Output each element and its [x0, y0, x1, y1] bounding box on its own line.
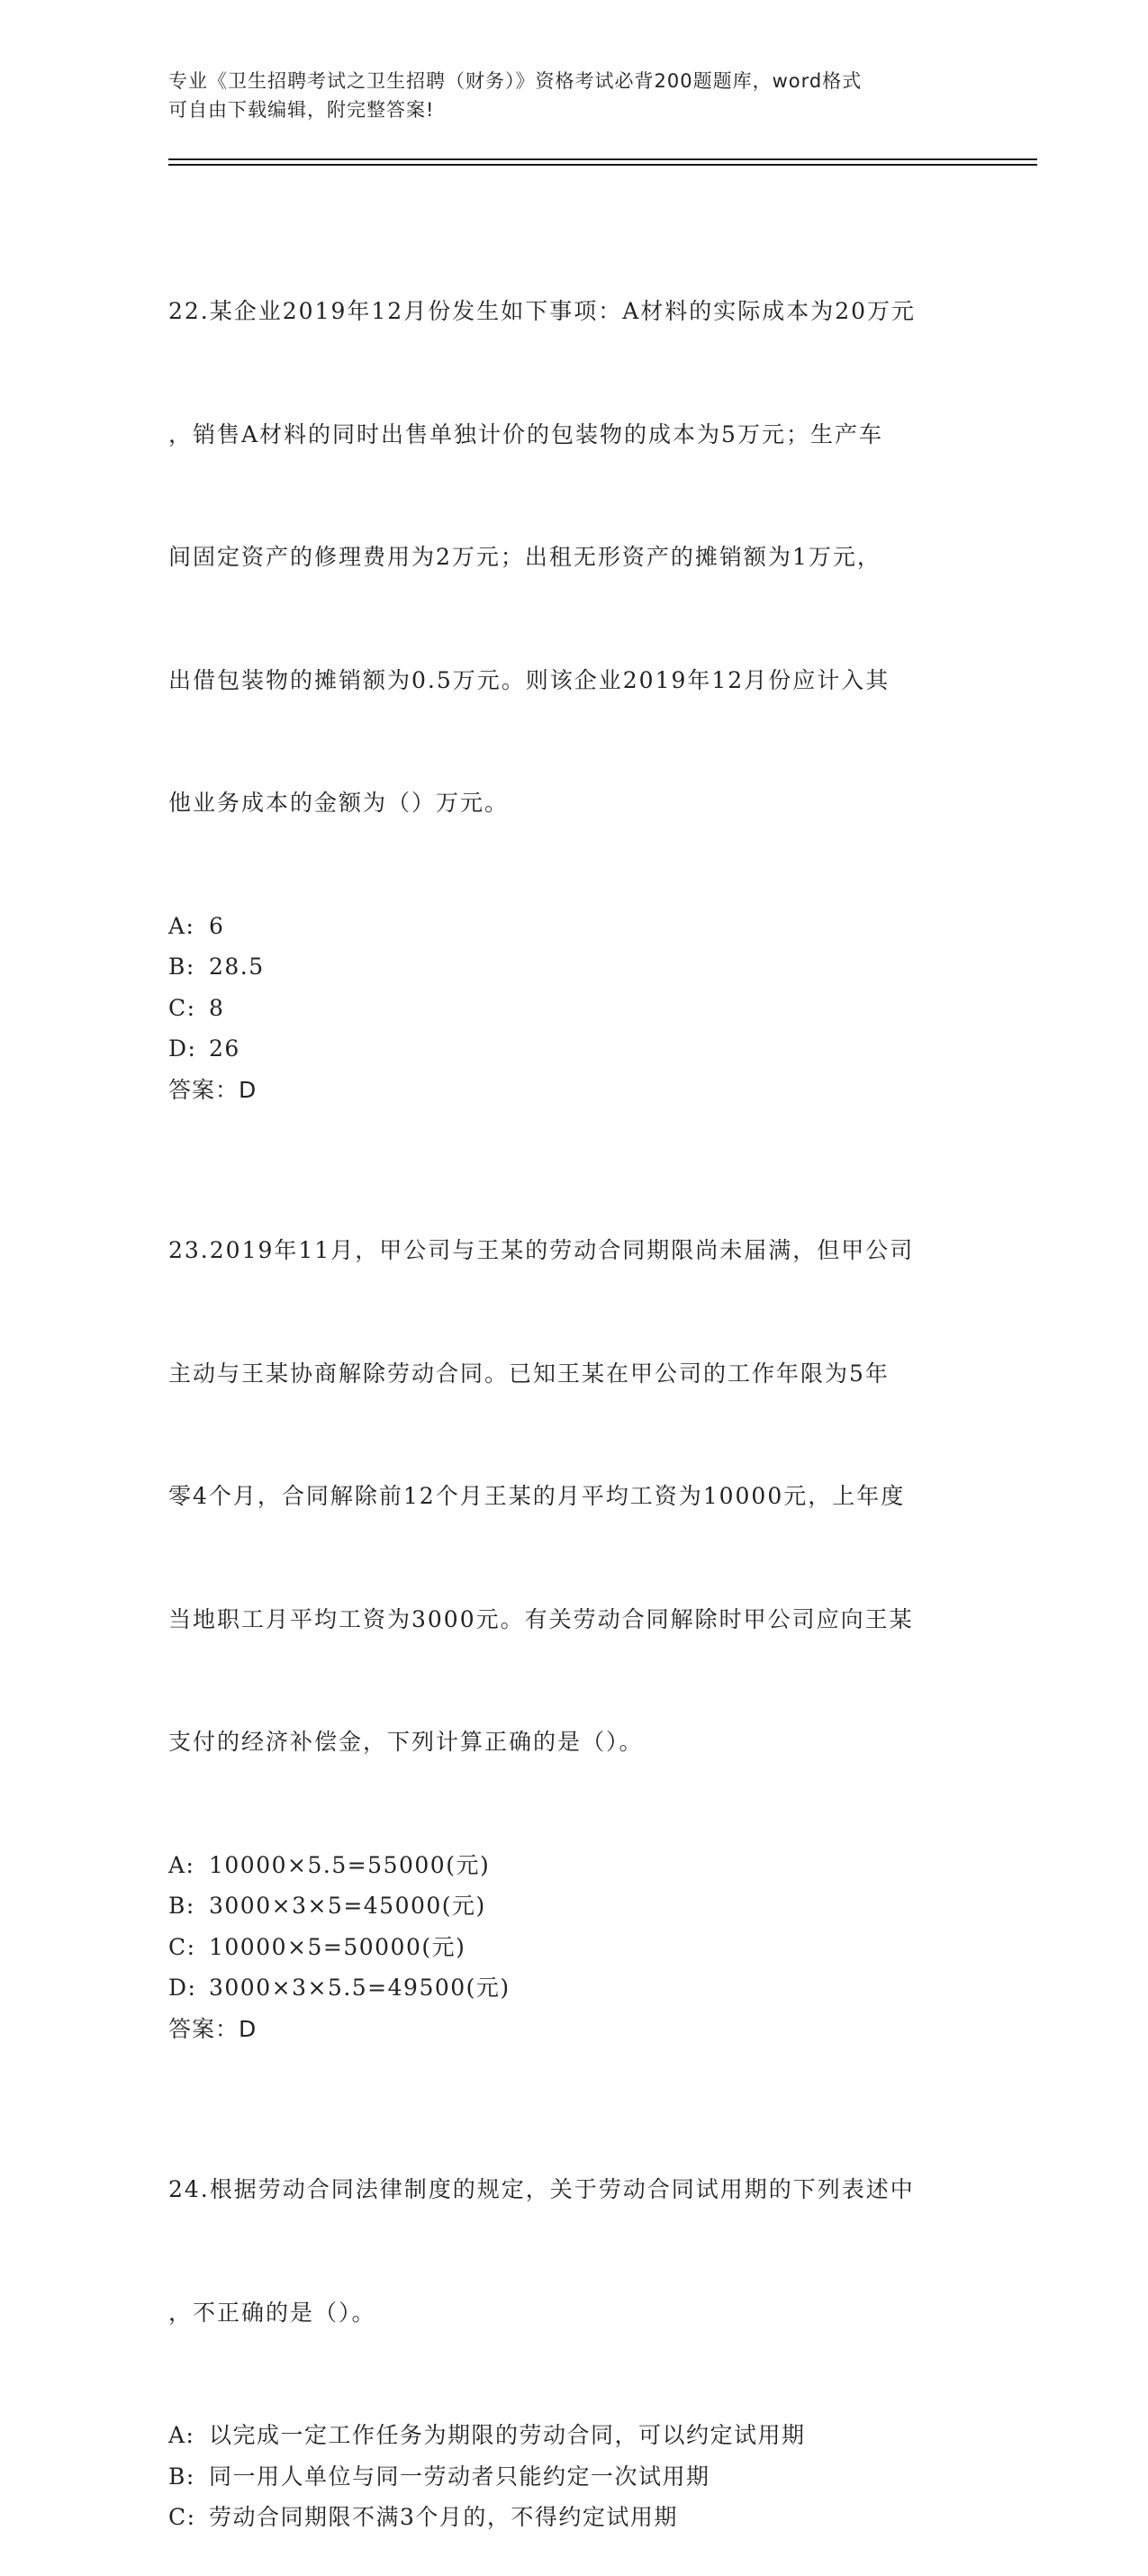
option-letter: C:	[168, 2504, 196, 2530]
option-c	[168, 2497, 979, 2538]
option-d	[168, 1028, 979, 1070]
option-letter: C:	[168, 1933, 196, 1960]
question-stem	[168, 1148, 979, 1845]
stem-line: 当地职工月平均工资为3000元。有关劳动合同解除时甲公司应向王某	[168, 1605, 914, 1632]
question-24	[168, 2087, 979, 2538]
option-text: 10000×5=50000(元)	[209, 1933, 466, 1960]
option-a	[168, 906, 979, 947]
header-rule-bottom	[168, 164, 1037, 166]
option-letter: D:	[168, 1975, 197, 2001]
question-list	[168, 209, 979, 2576]
option-a	[168, 2415, 979, 2456]
stem-line: ，不正确的是（）。	[168, 2299, 376, 2326]
option-letter: A:	[168, 2422, 195, 2448]
answer-line: 答案：D	[168, 2015, 258, 2042]
document-header	[168, 67, 961, 124]
stem-line: 22.某企业2019年12月份发生如下事项：A材料的实际成本为20万元	[168, 298, 917, 324]
stem-line: 零4个月，合同解除前12个月王某的月平均工资为10000元，上年度	[168, 1483, 906, 1509]
option-text: 26	[209, 1035, 240, 1062]
header-line-1: 专业《卫生招聘考试之卫生招聘（财务）》资格考试必背200题题库，word格式	[168, 70, 863, 92]
option-text: 3000×3×5=45000(元)	[209, 1893, 486, 1919]
option-c	[168, 1927, 979, 1968]
option-letter: A:	[168, 912, 195, 939]
stem-line: ，销售A材料的同时出售单独计价的包装物的成本为5万元；生产车	[168, 420, 883, 447]
option-letter: B:	[168, 1893, 195, 1919]
option-a	[168, 1845, 979, 1886]
stem-line: 他业务成本的金额为（）万元。	[168, 790, 510, 816]
option-b	[168, 946, 979, 988]
question-23	[168, 1148, 979, 2049]
question-stem	[168, 209, 979, 906]
option-text: 10000×5.5=55000(元)	[209, 1851, 491, 1878]
stem-line: 支付的经济补偿金，下列计算正确的是（）。	[168, 1729, 644, 1755]
question-22	[168, 209, 979, 1110]
option-text: 劳动合同期限不满3个月的，不得约定试用期	[209, 2504, 678, 2530]
answer-line: 答案：D	[168, 1076, 258, 1103]
option-letter: A:	[168, 1851, 195, 1878]
stem-line: 24.根据劳动合同法律制度的规定，关于劳动合同试用期的下列表述中	[168, 2176, 915, 2202]
option-text: 同一用人单位与同一劳动者只能约定一次试用期	[209, 2463, 710, 2490]
option-letter: C:	[168, 994, 196, 1021]
option-text: 3000×3×5.5=49500(元)	[209, 1975, 511, 2001]
option-letter: B:	[168, 2463, 195, 2490]
option-text: 8	[209, 994, 225, 1021]
header-line-2: 可自由下载编辑，附完整答案!	[168, 99, 435, 121]
option-d	[168, 1967, 979, 2009]
option-text: 6	[209, 912, 225, 939]
header-rule-top	[168, 158, 1037, 160]
stem-line: 出借包装物的摊销额为0.5万元。则该企业2019年12月份应计入其	[168, 666, 890, 693]
option-text: 以完成一定工作任务为期限的劳动合同，可以约定试用期	[209, 2422, 806, 2448]
stem-line: 间固定资产的修理费用为2万元；出租无形资产的摊销额为1万元，	[168, 544, 881, 570]
option-text: 28.5	[209, 954, 265, 980]
stem-line: 23.2019年11月，甲公司与王某的劳动合同期限尚未届满，但甲公司	[168, 1237, 915, 1263]
option-c	[168, 988, 979, 1029]
question-stem	[168, 2087, 979, 2415]
option-b	[168, 2456, 979, 2498]
option-b	[168, 1885, 979, 1927]
option-letter: D:	[168, 1035, 197, 1062]
option-letter: B:	[168, 954, 195, 980]
stem-line: 主动与王某协商解除劳动合同。已知王某在甲公司的工作年限为5年	[168, 1360, 890, 1387]
